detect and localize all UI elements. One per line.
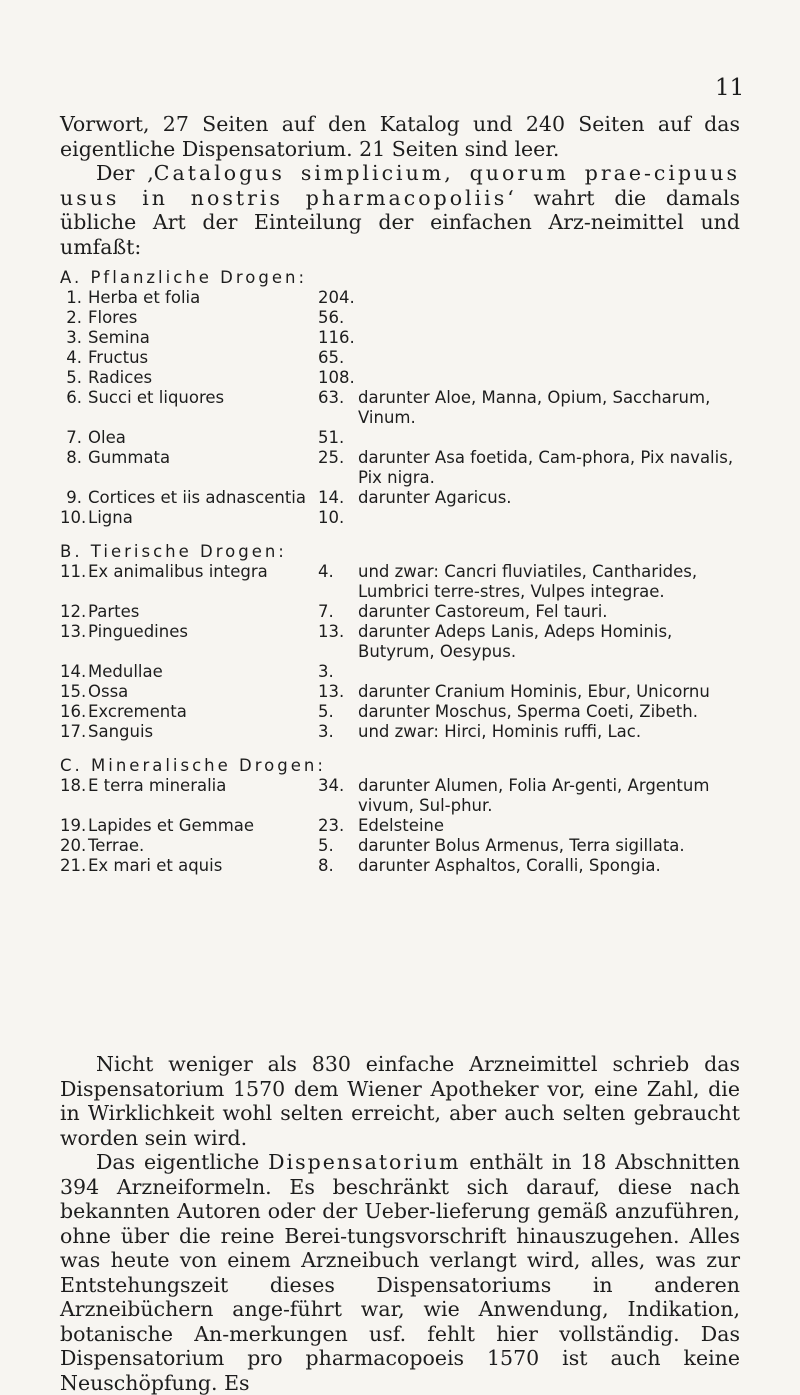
row-number: 17. [60,722,87,741]
drug-count: 25. [318,448,345,467]
drug-count: 51. [318,428,345,447]
outro-p2-pre: Das eigentliche [96,1150,260,1174]
drug-group-name: Herba et folia [88,288,201,307]
section-gap [60,742,750,752]
drug-count: 13. [318,682,345,701]
drug-note: darunter Bolus Armenus, Terra sigillata. [358,836,685,855]
drug-group-name: Ligna [88,508,133,527]
drug-group-name: Fructus [88,348,149,367]
table-row [60,622,750,662]
drug-note: darunter Aloe, Manna, Opium, Saccharum, Vinum. [358,388,711,427]
drug-count: 14. [318,488,345,507]
drug-count: 63. [318,388,345,407]
drug-note: darunter Asphaltos, Coralli, Spongia. [358,856,661,875]
table-row [60,328,750,348]
table-row [60,368,750,388]
drug-group-name: Ex animalibus integra [88,562,268,581]
drug-note: darunter Asa foetida, Cam-phora, Pix navalis, Pix nigra. [358,448,734,487]
row-number: 7. [66,428,82,447]
table-row [60,836,750,856]
drug-note: darunter Agaricus. [358,488,512,507]
drug-note: darunter Alumen, Folia Ar-genti, Argentum vivum, Sul-phur. [358,776,710,815]
drug-count: 108. [318,368,355,387]
drug-count: 56. [318,308,345,327]
row-number: 6. [66,388,82,407]
drug-count: 116. [318,328,355,347]
dispensatorium-title: Dispensatorium [268,1150,461,1174]
row-number: 14. [60,662,87,681]
drug-note [354,428,750,448]
drug-note [354,508,750,528]
row-number: 2. [66,308,82,327]
table-row [60,488,750,508]
drug-group-name: Cortices et iis adnascentia [88,488,306,507]
drug-group-name: Sanguis [88,722,154,741]
row-number: 18. [60,776,87,795]
table-row [60,856,750,876]
table-row [60,722,750,742]
drug-group-name: Lapides et Gemmae [88,816,255,835]
table-row [60,816,750,836]
row-number: 21. [60,856,87,875]
table-row [60,662,750,682]
drug-count: 13. [318,622,345,641]
table-row [60,308,750,328]
drug-group-name: Semina [88,328,150,347]
table-row [60,682,750,702]
outro-text [60,1052,740,1395]
section-heading: B. Tierische Drogen: [60,542,287,561]
row-number: 15. [60,682,87,701]
drug-group-name: Ossa [88,682,129,701]
page-number: 11 [715,75,745,101]
drug-count: 5. [318,836,334,855]
drug-note: Edelsteine [358,816,445,835]
drug-count: 7. [318,602,334,621]
row-number: 16. [60,702,87,721]
row-number: 9. [66,488,82,507]
intro-p2-pre: Der , [96,161,154,185]
table-row [60,348,750,368]
row-number: 19. [60,816,87,835]
row-number: 1. [66,288,82,307]
drug-classification-table [60,264,750,886]
drug-note: darunter Cranium Hominis, Ebur, Unicornu [358,682,710,701]
row-number: 12. [60,602,87,621]
drug-group-name: Olea [88,428,126,447]
drug-count: 8. [318,856,334,875]
drug-group-name: Succi et liquores [88,388,225,407]
row-number: 11. [60,562,87,581]
drug-count: 204. [318,288,355,307]
table-row [60,562,750,602]
drug-note: darunter Moschus, Sperma Coeti, Zibeth. [358,702,698,721]
drug-note: darunter Adeps Lanis, Adeps Hominis, Butyrum, Oesypus. [358,622,673,661]
section-heading: A. Pflanzliche Drogen: [60,268,308,287]
drug-note [354,308,750,328]
row-number: 3. [66,328,82,347]
catalogus-title: Catalogus simplicium, quorum prae-cipuus usus in nostris pharmacopoliis [60,161,740,210]
intro-paragraph-2 [60,161,740,259]
row-number: 10. [60,508,87,527]
drug-note [354,368,750,388]
table-row [60,428,750,448]
table-row [60,702,750,722]
row-number: 13. [60,622,87,641]
section-gap [60,876,750,886]
outro-paragraph-2 [60,1150,740,1395]
drug-count: 23. [318,816,345,835]
intro-p2-post: ‘ wahrt die damals übliche Art der Einteilung der einfachen Arz-neimittel und umfaßt: [60,185,741,259]
drug-count: 5. [318,702,334,721]
drug-count: 10. [318,508,345,527]
table-row [60,776,750,816]
drug-group-name: Radices [88,368,153,387]
row-number: 20. [60,836,87,855]
drug-group-name: Pinguedines [88,622,188,641]
drug-count: 65. [318,348,345,367]
drug-group-name: Ex mari et aquis [88,856,223,875]
section-gap [60,528,750,538]
drug-group-name: E terra mineralia [88,776,227,795]
table-row [60,448,750,488]
intro-text [60,112,740,259]
drug-count: 34. [318,776,345,795]
drug-note [354,662,750,682]
intro-paragraph-1: Vorwort, 27 Seiten auf den Katalog und 240 Seiten auf das eigentliche Dispensatorium. 21 Seiten sind leer. [60,112,740,161]
outro-paragraph-1: Nicht weniger als 830 einfache Arzneimittel schrieb das Dispensatorium 1570 dem Wiener Apotheker vor, eine Zahl, die in Wirklichkeit wohl selten erreicht, aber auch selten gebraucht worden sein wird. [60,1052,740,1150]
drug-group-name: Partes [88,602,140,621]
section-heading: C. Mineralische Drogen: [60,756,326,775]
drug-note: darunter Castoreum, Fel tauri. [358,602,608,621]
drug-note [354,348,750,368]
drug-count: 3. [318,722,334,741]
drug-count: 3. [318,662,334,681]
row-number: 5. [66,368,82,387]
table-row [60,602,750,622]
drug-group-name: Excrementa [88,702,187,721]
drug-count: 4. [318,562,334,581]
table-row [60,388,750,428]
drug-group-name: Terrae. [88,836,145,855]
drug-group-name: Flores [88,308,138,327]
drug-note: und zwar: Cancri fluviatiles, Cantharides, Lumbrici terre-stres, Vulpes integrae. [358,562,698,601]
row-number: 8. [66,448,82,467]
drug-group-name: Medullae [88,662,163,681]
drug-note [354,328,750,348]
outro-p2-post: enthält in 18 Abschnitten 394 Arzneiformeln. Es beschränkt sich darauf, diese nach bekannten Autoren oder der Ueber-lieferung gemäß anzuführen, ohne über die reine Berei-tungsvorschrift hinauszugehen. Alles was heute von einem Arzneibuch verlangt wird, alles, was zur Entstehungszeit dieses Dispensatoriums in anderen Arzneibüchern ange-führt war, wie Anwendung, Indikation, botanische An-merkungen usf. fehlt hier vollständig. Das Dispensatorium pro pharmacopoeis 1570 ist auch keine Neuschöpfung. Es [60,1150,740,1395]
table-row [60,508,750,528]
row-number: 4. [66,348,82,367]
drug-note: und zwar: Hirci, Hominis ruffi, Lac. [358,722,642,741]
drug-group-name: Gummata [88,448,171,467]
drug-note [354,288,750,308]
table-row [60,288,750,308]
